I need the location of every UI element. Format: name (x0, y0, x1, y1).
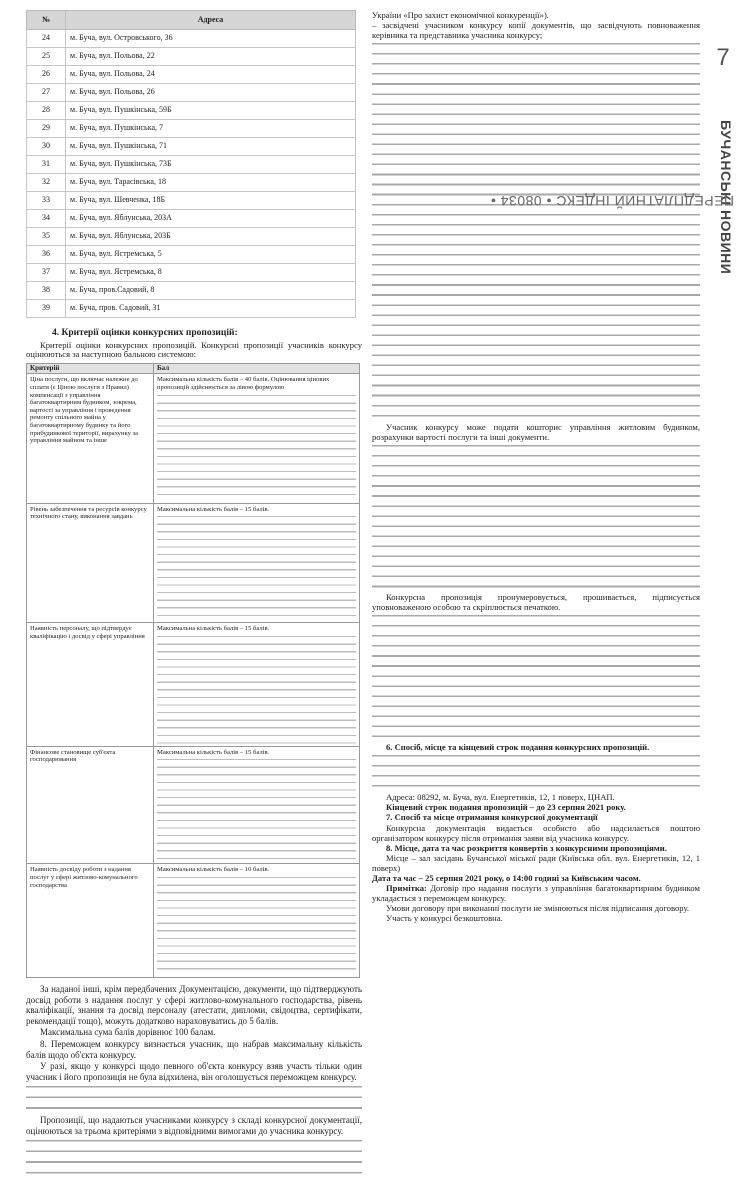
note-text: Договір про надання послуги з управління багатоквартирним будинком укладається з переможцем конкурсу. (372, 882, 700, 903)
address-row (27, 246, 356, 264)
address-row-number: 37 (27, 264, 66, 282)
address-row-address: м. Буча, вул. Пушкінська, 7 (66, 120, 356, 138)
single-participant-paragraph: У разі, якщо у конкурсі щодо певного об'єкта конкурсу взяв участь тільки один учасник і його пропозиція не була відхилена, він оголошується переможцем конкурсу. (26, 1061, 362, 1082)
address-row-number: 36 (27, 246, 66, 264)
section5-more-text (372, 612, 700, 742)
address-row (27, 282, 356, 300)
address-row (27, 192, 356, 210)
criterion-text: Рівень забезпечення та ресурсів конкурсу технічного стану, виконання завдань (30, 505, 147, 521)
max-points-paragraph: Максимальна сума балів дорівнює 100 балам. (40, 1027, 216, 1038)
address-table (26, 10, 356, 318)
criterion-points: Максимальна кількість балів – 10 балів. (157, 866, 270, 874)
criterion-points: Максимальна кількість балів – 15 балів. (157, 748, 270, 756)
address-row (27, 156, 356, 174)
address-row-number: 32 (27, 174, 66, 192)
criteria-row (27, 623, 360, 747)
address-row (27, 300, 356, 318)
address-row-address: м. Буча, пров.Садовий, 8 (66, 282, 356, 300)
section8-heading: 8. Місце, дата та час розкриття конвертів з конкурсними пропозиціями. (386, 842, 667, 853)
section4-intro: Критерії оцінки конкурсних пропозицій. Конкурсні пропозиції учасників конкурсу оцінюються за наступною бальною системою: (26, 339, 362, 360)
address-row-number: 27 (27, 84, 66, 102)
section6-body-text (372, 752, 700, 792)
address-row-number: 29 (27, 120, 66, 138)
address-row-address: м. Буча, вул. Яблунська, 203А (66, 210, 356, 228)
address-row (27, 120, 356, 138)
address-row-number: 33 (27, 192, 66, 210)
address-row-number: 31 (27, 156, 66, 174)
right-bullet-note: – засвідчені учасником конкурсу копії документів, що засвідчують повноваження керівника та представника учасника конкурсу; (372, 20, 700, 41)
address-row-address: м. Буча, пров. Садовий, 31 (66, 300, 356, 318)
criterion-text: Наявність досвіду роботи з надання послуг у сфері житлово-комунального господарства (30, 866, 138, 889)
address-row-address: м. Буча, вул. Польова, 26 (66, 84, 356, 102)
address-row (27, 66, 356, 84)
address-table-header-address: Адреса (66, 11, 356, 30)
section7-text: Конкурсна документація видається особисто або надсилається поштою організатором конкурсу після отримання заяви від учасника конкурсу. (372, 822, 700, 843)
note-label: Примітка: (386, 882, 427, 893)
masthead-title: БУЧАНСЬКІ НОВИНИ (718, 120, 734, 275)
section8-place: Місце – зал засідань Бучанської міської ради (Київська обл. вул. Енергетиків, 12, 1 поверх) (372, 852, 700, 873)
closing-paragraph-text (26, 1137, 362, 1179)
address-row-address: м. Буча, вул. Пушкінська, 73Б (66, 156, 356, 174)
address-row-number: 25 (27, 48, 66, 66)
right-column (372, 10, 700, 923)
criteria-row (27, 374, 360, 503)
masthead-prefix: ПЕРЕДПЛАТНИЙ ІНДЕКС • 08034 • (490, 193, 734, 210)
address-row-number: 28 (27, 102, 66, 120)
section5-line-1: Учасник конкурсу може подати кошторис управління житловим будинком, розрахунки вартості послуги та інші документи. (372, 422, 700, 443)
address-row-number: 35 (27, 228, 66, 246)
address-row-address: м. Буча, вул. Польова, 24 (66, 66, 356, 84)
left-column (26, 10, 362, 1179)
criterion-points: Максимальна кількість балів – 40 балів. Оцінювання цінових пропозицій здійснюється за лівою формулою (157, 376, 330, 391)
address-row (27, 138, 356, 156)
criteria-header-criterion: Критерій (27, 363, 154, 374)
address-row (27, 84, 356, 102)
address-row (27, 102, 356, 120)
final-line-2: Участь у конкурсі безкоштовна. (386, 912, 503, 923)
address-row (27, 210, 356, 228)
address-row (27, 264, 356, 282)
address-row-number: 39 (27, 300, 66, 318)
criterion-detail-text (157, 393, 356, 501)
section8-date: Дата та час – 25 серпня 2021 року, о 14:00 годині за Київським часом. (372, 872, 641, 883)
section5-body-text (372, 442, 700, 592)
criteria-row (27, 864, 360, 978)
criteria-row (27, 503, 360, 623)
criterion-detail-text (157, 634, 356, 744)
address-row-number: 30 (27, 138, 66, 156)
criterion-text: Наявність персоналу, що підтвердує кваліфікацію і досвід у сфері управління (30, 625, 145, 640)
winner-paragraph: 8. Переможцем конкурсу визнається учасник, що набрав максимальну кількість балів щодо об'єкта конкурсу. (26, 1038, 362, 1060)
address-table-header-number: № (27, 11, 66, 30)
final-line-1: Умови договору при виконанні послуги не змінюються після підписання договору. (386, 902, 690, 913)
address-row-address: м. Буча, вул. Тарасівська, 18 (66, 174, 356, 192)
criterion-points: Максимальна кількість балів – 15 балів. (157, 505, 270, 513)
address-row-address: м. Буча, вул. Ястремська, 8 (66, 264, 356, 282)
right-intro: України «Про захист економічної конкуренції»). (372, 10, 549, 20)
criteria-header-points: Бал (154, 363, 360, 374)
address-row-address: м. Буча, вул. Островського, 36 (66, 30, 356, 48)
submission-address: Адреса: 08292, м. Буча, вул. Енергетиків, 12, 1 поверх, ЦНАП. (386, 792, 615, 803)
section5-line-2: Конкурсна пропозиція пронумеровується, прошивається, підписується уповноваженою особою та скріплюється печаткою. (372, 592, 700, 613)
address-row-address: м. Буча, вул. Пушкінська, 71 (66, 138, 356, 156)
address-row-address: м. Буча, вул. Польова, 22 (66, 48, 356, 66)
criterion-text: Фінансове становище суб'єкта господарювання (30, 748, 116, 764)
extra-documents-paragraph: За наданої інші, крім передбачених Документацією, документи, що підтверджують досвід роботи з надання послуг у сфері житлово-комунального господарства, рівень кваліфікації, знання та досвід персоналу (атестати, дипломи, свідоцтва, сертифікати, рекомендації тощо), можуть додатково нараховуватись до 5 балів. (26, 983, 362, 1026)
address-row-address: м. Буча, вул. Ястремська, 5 (66, 246, 356, 264)
section7-heading: 7. Спосіб та місце отримання конкурсної документації (386, 812, 598, 823)
address-row-address: м. Буча, вул. Пушкінська, 59Б (66, 102, 356, 120)
section6-heading: 6. Спосіб, місце та кінцевий строк подання конкурсних пропозицій. (386, 742, 650, 753)
address-row-number: 38 (27, 282, 66, 300)
submission-deadline: Кінцевий строк подання пропозицій – до 23 серпня 2021 року. (386, 802, 626, 813)
requirements-list-text (372, 40, 700, 422)
address-row-number: 24 (27, 30, 66, 48)
address-row (27, 228, 356, 246)
page-number: 7 (716, 44, 730, 71)
criterion-text: Ціна послуги, що включає належне до сплати (є Ціною послуги з Правил) компенсації з управління багатоквартирним будинком, зокрема, вартості за управління і проведення ремонту спільного майна у багатоквартирному будинку та його прибудинкової території, вирахунку за управління майном та інше (30, 376, 139, 445)
section4-heading: 4. Критерії оцінки конкурсних пропозицій: (52, 328, 238, 338)
address-row-number: 26 (27, 66, 66, 84)
address-row (27, 48, 356, 66)
criteria-row (27, 746, 360, 864)
criterion-points: Максимальна кількість балів – 15 балів. (157, 625, 270, 633)
address-row (27, 30, 356, 48)
proposals-paragraph: Пропозиції, що надаються учасниками конкурсу з складі конкурсної документації, оцінюються за трьома критеріями з відповідними вимогами до учасника конкурсу. (26, 1115, 362, 1136)
criterion-detail-text (157, 514, 356, 620)
address-row (27, 174, 356, 192)
criterion-detail-text (157, 875, 356, 975)
criteria-table (26, 363, 360, 978)
criterion-detail-text (157, 757, 356, 861)
address-row-address: м. Буча, вул. Яблунська, 203Б (66, 228, 356, 246)
contract-paragraph-text (26, 1083, 362, 1115)
address-row-number: 34 (27, 210, 66, 228)
address-row-address: м. Буча, вул. Шевченка, 18Б (66, 192, 356, 210)
